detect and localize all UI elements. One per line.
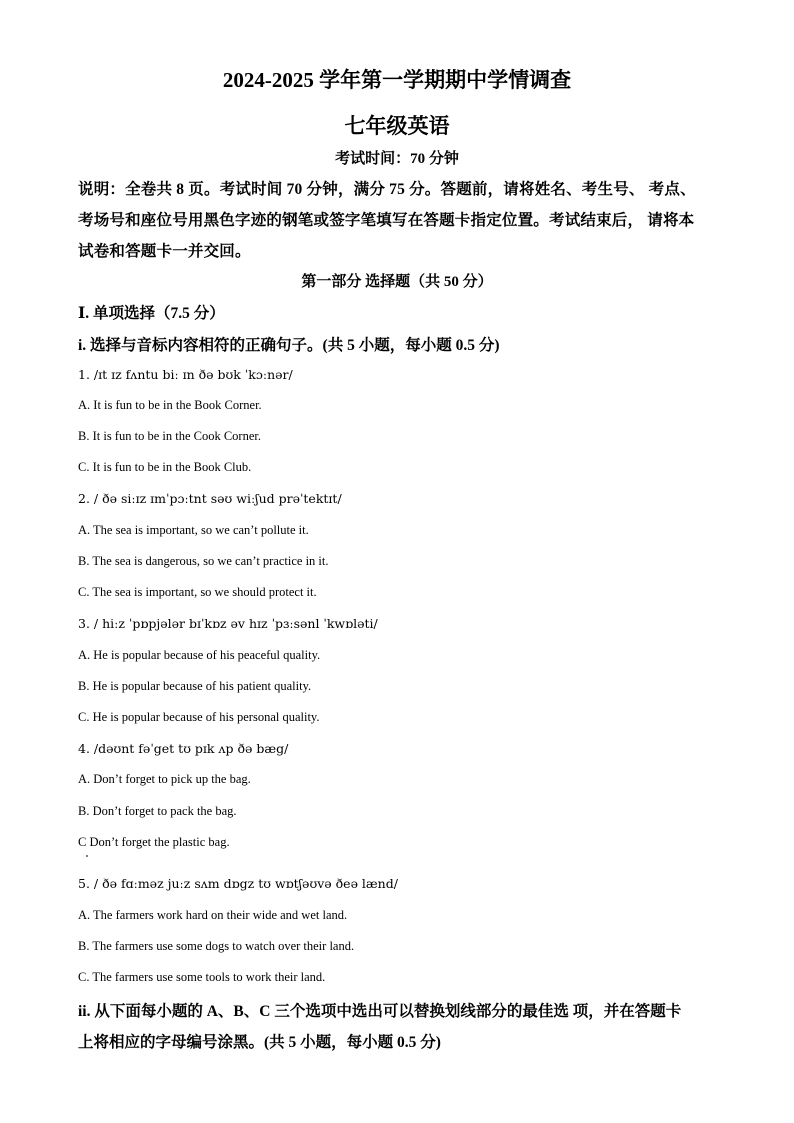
question-3-prompt: 3. / hiːz ˈpɒpjələr bɪˈkɒz əv hɪz ˈpɜːsənl ˈkwɒləti/ [78, 616, 378, 631]
section-heading: Ⅰ. 单项选择（7.5 分） [78, 305, 225, 322]
question-2-option-c: C. The sea is important, so we should protect it. [78, 585, 317, 599]
instructions-line-3: 试卷和答题卡一并交回。 [78, 243, 251, 260]
subsection-ii-heading-line-2: 上将相应的字母编号涂黑。(共 5 小题，每小题 0.5 分) [78, 1034, 441, 1051]
question-2-option-a: A. The sea is important, so we can’t pollute it. [78, 523, 309, 537]
question-2-prompt: 2. / ðə siːɪz ɪmˈpɔːtnt səʊ wiːʃud prəˈtektɪt/ [78, 491, 342, 506]
question-1-option-a: A. It is fun to be in the Book Corner. [78, 398, 262, 412]
subsection-i-heading: i. 选择与音标内容相符的正确句子。(共 5 小题，每小题 0.5 分) [78, 337, 500, 354]
instructions-line-1: 说明：全卷共 8 页。考试时间 70 分钟，满分 75 分。答题前，请将姓名、考生号、 考点、 [78, 181, 696, 198]
question-5-option-b: B. The farmers use some dogs to watch over their land. [78, 939, 355, 953]
exam-time: 考试时间：70 分钟 [335, 151, 459, 167]
exam-subtitle: 七年级英语 [344, 114, 450, 138]
exam-title: 2024-2025 学年第一学期期中学情调查 [222, 68, 572, 92]
question-1-option-b: B. It is fun to be in the Cook Corner. [78, 429, 261, 443]
question-5-option-c: C. The farmers use some tools to work their land. [78, 970, 326, 984]
instructions-line-2: 考场号和座位号用黑色字迹的钢笔或签字笔填写在答题卡指定位置。考试结束后， 请将本 [78, 212, 695, 229]
stray-dot-mark [86, 855, 88, 857]
question-4-option-c: C Don’t forget the plastic bag. [78, 835, 230, 849]
question-4-prompt: 4. /dəʊnt fəˈget tʊ pɪk ʌp ðə bæg/ [78, 741, 289, 756]
part-one-heading: 第一部分 选择题（共 50 分） [301, 274, 493, 290]
question-1-prompt: 1. /ɪt ɪz fʌntu biː ɪn ðə bʊk ˈkɔːnər/ [78, 367, 293, 382]
subsection-ii-heading-line-1: ii. 从下面每小题的 A、B、C 三个选项中选出可以替换划线部分的最佳选 项，并在答题卡 [78, 1003, 682, 1020]
question-5-option-a: A. The farmers work hard on their wide and wet land. [78, 908, 348, 922]
question-3-option-a: A. He is popular because of his peaceful quality. [78, 648, 321, 662]
question-3-option-c: C. He is popular because of his personal quality. [78, 710, 320, 724]
question-4-option-a: A. Don’t forget to pick up the bag. [78, 772, 251, 786]
question-5-prompt: 5. / ðə fɑːməz juːz sʌm dɒgz tʊ wɒtʃəʊvə ðeə lænd/ [78, 876, 398, 891]
question-4-option-b: B. Don’t forget to pack the bag. [78, 804, 237, 818]
question-1-option-c: C. It is fun to be in the Book Club. [78, 460, 252, 474]
question-2-option-b: B. The sea is dangerous, so we can’t practice in it. [78, 554, 329, 568]
question-3-option-b: B. He is popular because of his patient quality. [78, 679, 312, 693]
